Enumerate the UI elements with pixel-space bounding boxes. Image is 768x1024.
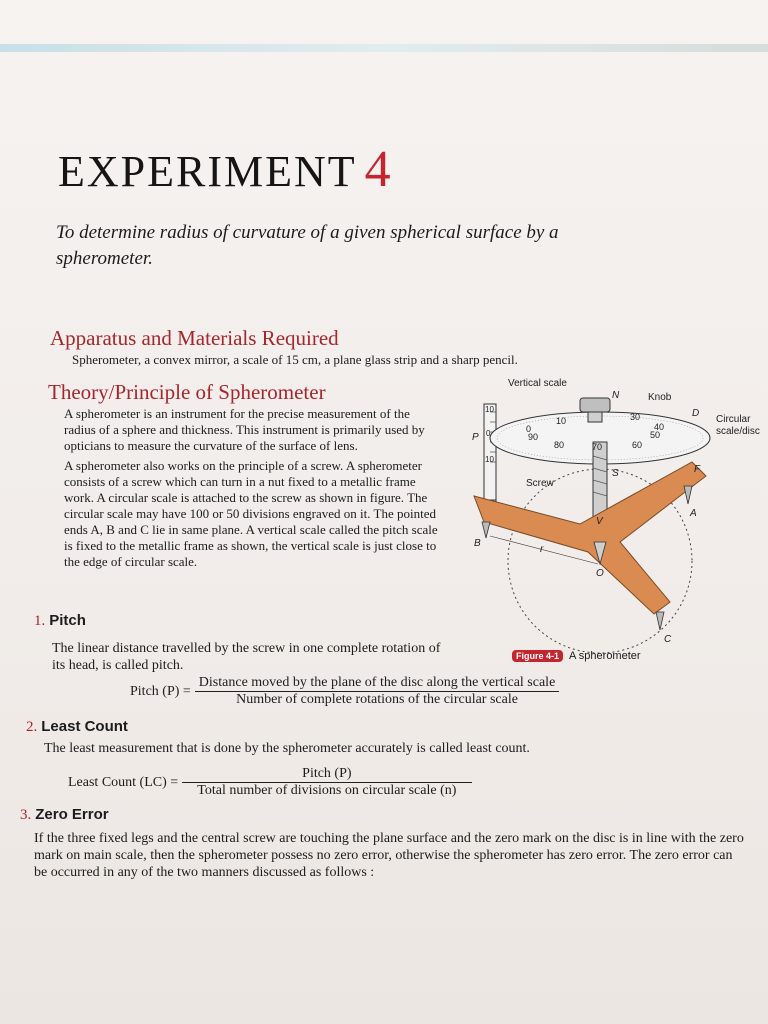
disc-number: 60	[632, 440, 643, 450]
least-count-formula	[68, 766, 472, 799]
disc-number: 70	[592, 442, 603, 452]
vertical-number: 10	[485, 405, 494, 414]
disc-number: 30	[630, 412, 641, 422]
disc-number: 10	[556, 416, 567, 426]
vertical-number: 0	[486, 429, 491, 438]
label-d: D	[692, 408, 700, 419]
pitch-heading-text: Pitch	[49, 612, 86, 629]
theory-heading: Theory/Principle of Spherometer	[48, 380, 326, 404]
disc-number: 80	[554, 440, 565, 450]
vertical-number: 10	[485, 455, 494, 464]
label-c: C	[664, 634, 672, 645]
disc-number: 90	[528, 432, 539, 442]
label-circular: Circular	[716, 414, 751, 425]
pitch-formula	[130, 675, 559, 708]
label-o: O	[596, 568, 604, 579]
experiment-aim: To determine radius of curvature of a given spherical surface by a spherometer.	[56, 222, 559, 269]
leg-a	[684, 486, 692, 504]
experiment-number: 4	[364, 141, 393, 198]
least-count-text: The least measurement that is done by the spherometer accurately is called least count.	[44, 741, 530, 756]
experiment-title	[58, 140, 393, 199]
theory-paragraph-1: A spherometer is an instrument for the precise measurement of the radius of a sphere and thickness. This instrument is primarily used by opticians to measure the curvature of the surface of lens.	[64, 406, 425, 453]
least-count-heading	[26, 718, 128, 736]
label-vertical-scale: Vertical scale	[508, 378, 567, 389]
zero-error-heading	[20, 806, 109, 824]
label-v: V	[596, 516, 603, 527]
apparatus-heading: Apparatus and Materials Required	[50, 326, 339, 350]
least-count-heading-text: Least Count	[41, 718, 128, 735]
theory-text	[64, 406, 444, 574]
disc-number: 0	[526, 424, 532, 434]
least-count-formula-denominator: Total number of divisions on circular scale (n)	[197, 783, 457, 798]
leg-b	[482, 522, 490, 538]
zero-error-text: If the three fixed legs and the central screw are touching the plane surface and the zero mark on the disc is in line with the zero mark on main scale, then the spherometer possess no zero error, otherwise the spherometer has zero error. The zero error can be occurred in any of the two manners discussed as follows :	[34, 831, 744, 880]
label-knob: Knob	[648, 392, 672, 403]
label-s: S	[612, 468, 619, 479]
pitch-number: 1.	[34, 613, 46, 629]
zero-error-number: 3.	[20, 807, 32, 823]
least-count-number: 2.	[26, 719, 38, 735]
label-r: r	[540, 544, 544, 555]
pitch-formula-lhs: Pitch (P) =	[130, 683, 191, 699]
pitch-heading	[34, 612, 86, 630]
page-top-band	[0, 44, 768, 52]
spherometer-figure	[470, 376, 760, 666]
experiment-word: EXPERIMENT	[58, 147, 357, 196]
figure-caption-text: A spherometer	[569, 650, 641, 662]
theory-paragraph-2: A spherometer also works on the principle of a screw. A spherometer consists of a screw which can turn in a nut fixed to a metallic frame work. A circular scale is attached to the screw as shown in figure. The circular scale may have 100 or 50 divisions engraved on it. The pointed ends A, B and C lie in same plane. A vertical scale called the pitch scale is fixed to the metallic frame as shown, the vertical scale is just close to the edge of circular scale.	[64, 458, 438, 569]
figure-caption	[512, 650, 641, 662]
label-a: A	[690, 508, 697, 519]
label-screw: Screw	[526, 478, 554, 489]
metallic-frame	[474, 462, 706, 614]
label-b: B	[474, 538, 481, 549]
pitch-formula-denominator: Number of complete rotations of the circular scale	[236, 692, 518, 707]
disc-number: 50	[650, 430, 661, 440]
disc-number: 40	[654, 422, 665, 432]
pitch-text: The linear distance travelled by the screw in one complete rotation of its head, is called pitch.	[52, 641, 441, 673]
label-n: N	[612, 390, 620, 401]
knob	[580, 398, 610, 412]
leg-c	[656, 612, 664, 630]
figure-tag: Figure 4-1	[512, 650, 563, 662]
least-count-formula-numerator: Pitch (P)	[182, 766, 471, 783]
label-p: P	[472, 432, 479, 443]
least-count-formula-lhs: Least Count (LC) =	[68, 774, 179, 790]
apparatus-text: Spherometer, a convex mirror, a scale of 15 cm, a plane glass strip and a sharp pencil.	[72, 352, 518, 367]
pitch-formula-numerator: Distance moved by the plane of the disc along the vertical scale	[195, 675, 559, 692]
label-scale-disc: scale/disc	[716, 426, 760, 437]
zero-error-heading-text: Zero Error	[35, 806, 109, 823]
label-f: F	[694, 464, 701, 475]
